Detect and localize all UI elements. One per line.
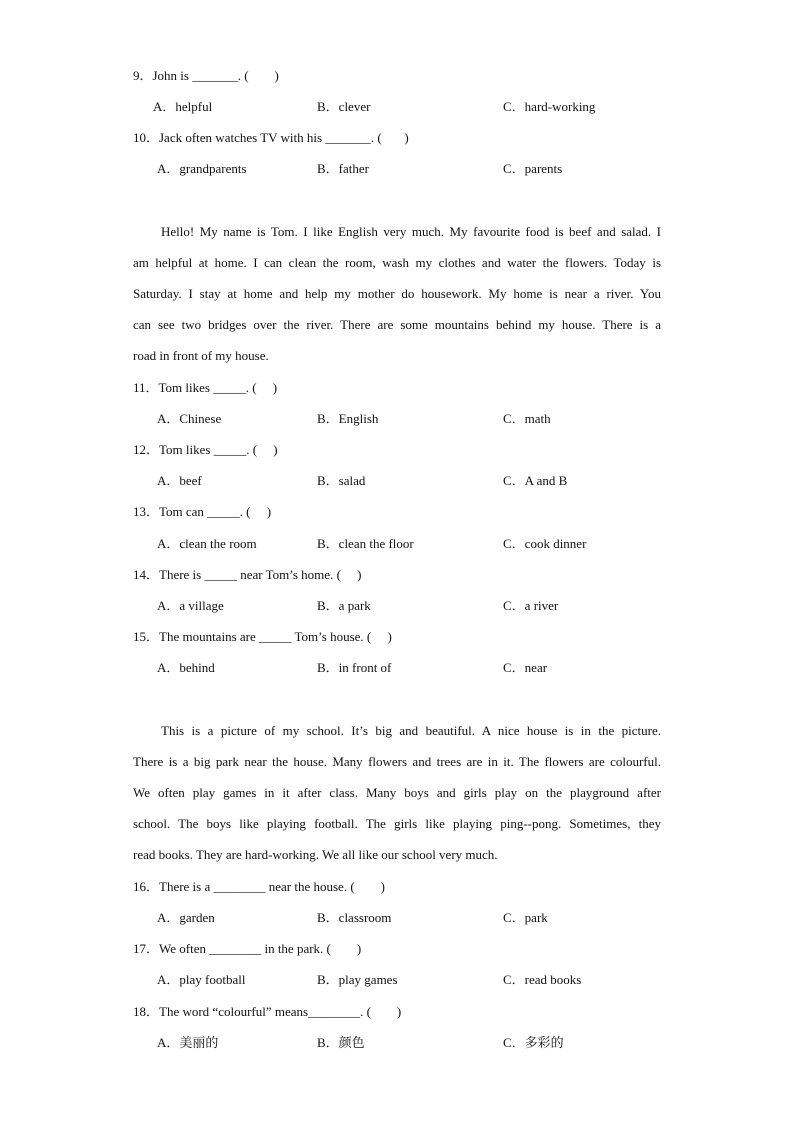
q10-option-c: C．parents [503, 161, 563, 176]
question-16: 16．There is a ________ near the house. ( ) [133, 879, 385, 894]
q14-option-b: B．a park [317, 598, 371, 613]
q14-option-c: C．a river [503, 598, 559, 613]
passage-2-line: school. The boys like playing football. The girls like playing ping--pong. Sometimes, they [133, 816, 661, 831]
q13-option-b: B．clean the floor [317, 536, 414, 551]
q11-option-a: A．Chinese [157, 411, 222, 426]
passage-1-line: can see two bridges over the river. There are some mountains behind my house. There is a [133, 317, 661, 332]
q16-option-b: B．classroom [317, 910, 392, 925]
passage-2-line: read books. They are hard-working. We all like our school very much. [133, 847, 498, 862]
passage-2-line: This is a picture of my school. It’s big and beautiful. A nice house is in the picture. [161, 723, 661, 738]
q12-option-a: A．beef [157, 473, 202, 488]
q14-option-a: A．a village [157, 598, 224, 613]
q9-option-b: B．clever [317, 99, 371, 114]
q16-option-a: A．garden [157, 910, 215, 925]
question-13: 13．Tom can _____. ( ) [133, 504, 272, 519]
q16-option-c: C．park [503, 910, 548, 925]
q10-option-a: A．grandparents [157, 161, 247, 176]
passage-1-line: road in front of my house. [133, 348, 269, 363]
q12-option-c: C．A and B [503, 473, 568, 488]
q10-option-b: B．father [317, 161, 369, 176]
q9-option-a: A．helpful [153, 99, 213, 114]
question-18: 18．The word “colourful” means________. ( ) [133, 1004, 402, 1019]
reading-passage-2 [133, 723, 661, 878]
q17-option-c: C．read books [503, 972, 582, 987]
question-17: 17．We often ________ in the park. ( ) [133, 941, 362, 956]
question-11: 11．Tom likes _____. ( ) [133, 380, 278, 395]
passage-1-line: Saturday. I stay at home and help my mother do housework. My home is near a river. You [133, 286, 661, 301]
q13-option-c: C．cook dinner [503, 536, 587, 551]
question-14: 14．There is _____ near Tom’s home. ( ) [133, 567, 362, 582]
q11-option-b: B．English [317, 411, 379, 426]
q18-option-c: C．多彩的 [503, 1035, 564, 1050]
question-9: 9．John is _______. ( ) [133, 68, 279, 83]
passage-1-line: am helpful at home. I can clean the room, wash my clothes and water the flowers. Today is [133, 255, 661, 270]
q18-option-b: B．颜色 [317, 1035, 365, 1050]
passage-1-line: Hello! My name is Tom. I like English very much. My favourite food is beef and salad. I [161, 224, 661, 239]
q15-option-b: B．in front of [317, 660, 392, 675]
q9-option-c: C．hard-working [503, 99, 596, 114]
passage-2-line: We often play games in it after class. Many boys and girls play on the playground after [133, 785, 661, 800]
q15-option-c: C．near [503, 660, 548, 675]
q18-option-a: A．美丽的 [157, 1035, 219, 1050]
q11-option-c: C．math [503, 411, 551, 426]
q17-option-b: B．play games [317, 972, 398, 987]
q15-option-a: A．behind [157, 660, 215, 675]
question-10: 10．Jack often watches TV with his _______. ( ) [133, 130, 409, 145]
q13-option-a: A．clean the room [157, 536, 257, 551]
question-15: 15．The mountains are _____ Tom’s house. ( ) [133, 629, 392, 644]
q12-option-b: B．salad [317, 473, 366, 488]
passage-2-line: There is a big park near the house. Many flowers and trees are in it. The flowers are colourful. [133, 754, 661, 769]
q17-option-a: A．play football [157, 972, 246, 987]
reading-passage-1 [133, 224, 661, 379]
question-12: 12．Tom likes _____. ( ) [133, 442, 278, 457]
